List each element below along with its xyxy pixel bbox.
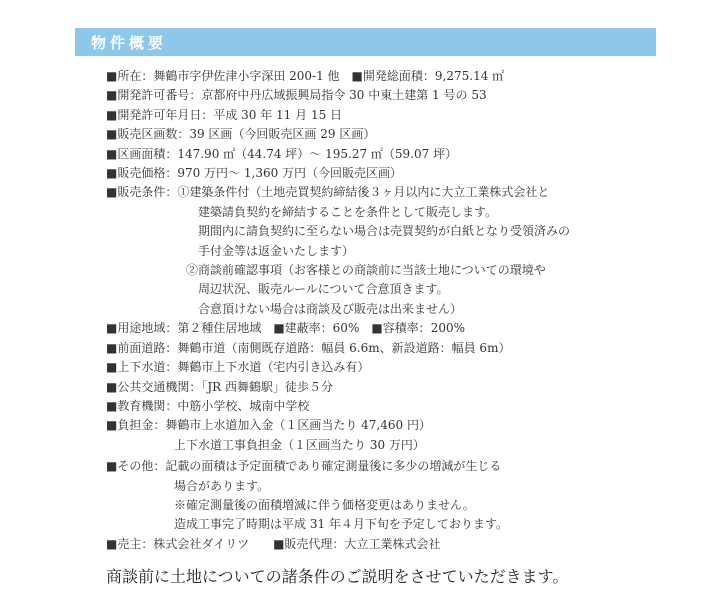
spec-permit-date: ■開発許可年月日：平成 30 年 11 月 15 日 <box>106 107 343 122</box>
spec-public-transport: ■公共交通機関：「JR 西舞鶴駅」徒歩５分 <box>106 379 333 394</box>
spec-zoning: ■用途地域：第２種住居地域 ■建蔽率：60% ■容積率：200% <box>106 321 465 336</box>
spec-water-sewer: ■上下水道：舞鶴市上下水道（宅内引き込み有） <box>106 360 370 375</box>
spec-schools: ■教育機関：中筋小学校、城南中学校 <box>106 398 310 413</box>
spec-price: ■販売価格：970 万円～ 1,360 万円（今回販売区画） <box>106 166 403 181</box>
property-specs <box>106 67 666 554</box>
spec-sales-condition-line: 合意頂けない場合は商談及び販売は出来ません） <box>198 301 463 316</box>
spec-frontage-road: ■前面道路：舞鶴市道（南側既存道路：幅員 6.6m、新設道路：幅員 6m） <box>106 340 511 355</box>
spec-other: ■その他：記載の面積は予定面積であり確定測量後に多少の増減が生じる <box>106 459 502 474</box>
spec-lot-count: ■販売区画数：39 区画（今回販売区画 29 区画） <box>106 127 376 142</box>
spec-sales-condition-line: 期間内に請負契約に至らない場合は売買契約が白紙となり受領済みの <box>198 224 571 239</box>
section-header-band <box>75 28 656 56</box>
spec-sales-condition-2: ②商談前確認事項（お客様との商談前に当該土地についての環境や <box>186 263 546 278</box>
spec-sales-condition-line: 建築請負契約を締結することを条件として販売します。 <box>198 204 498 219</box>
section-title: 物件概要 <box>91 34 168 52</box>
spec-other-line: ※確定測量後の面積増減に伴う価格変更はありません。 <box>174 497 475 512</box>
spec-other-line: 造成工事完了時期は平成 31 年４月下旬を予定しております。 <box>174 517 508 532</box>
footer-note: 商談前に土地についての諸条件のご説明をさせていただきます。 <box>106 567 569 586</box>
spec-sales-condition-line: 周辺状況、販売ルールについて合意頂きます。 <box>198 282 449 297</box>
spec-other-line: 場合があります。 <box>174 478 270 493</box>
spec-seller: ■売主：株式会社ダイリツ ■販売代理：大立工業株式会社 <box>106 536 441 551</box>
spec-charges: ■負担金：舞鶴市上水道加入金（１区画当たり 47,460 円） <box>106 418 431 433</box>
spec-permit-number: ■開発許可番号：京都府中丹広域振興局指令 30 中東土建第 1 号の 53 <box>106 88 487 103</box>
spec-sales-condition-line: 手付金等は返金いたします） <box>198 243 355 258</box>
spec-lot-area: ■区画面積：147.90 ㎡（44.74 坪）～ 195.27 ㎡（59.07 坪） <box>106 146 458 161</box>
spec-charges-line: 上下水道工事負担金（１区画当たり 30 万円） <box>174 437 425 452</box>
spec-sales-condition: ■販売条件：①建築条件付（土地売買契約締結後３ヶ月以内に大立工業株式会社と <box>106 185 550 200</box>
spec-location: ■所在：舞鶴市字伊佐津小字深田 200-1 他 ■開発総面積：9,275.14 ㎡ <box>106 69 505 83</box>
